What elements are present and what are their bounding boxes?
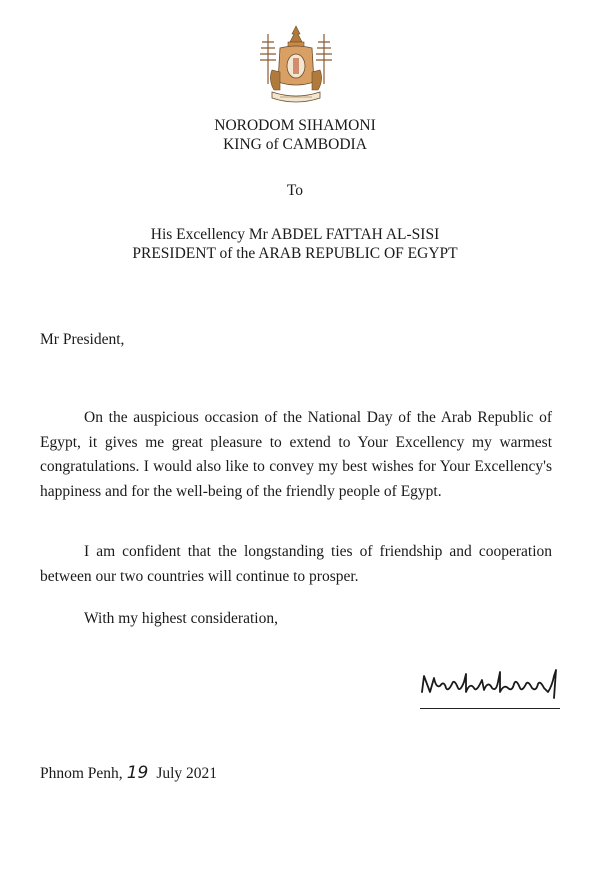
signature-line (420, 708, 560, 709)
body-paragraph-1: On the auspicious occasion of the National Day of the Arab Republic of Egypt, it gives me great pleasure to extend to Your Excellency my warmest congratulations. I would also like to convey my best wishes for Your Excellency's happiness and for the well-being of the friendly people of Egypt. (40, 409, 552, 500)
addressee-line-2: PRESIDENT of the ARAB REPUBLIC OF EGYPT (132, 245, 458, 262)
date-day: 19 (126, 763, 149, 783)
date-month-year: July 2021 (156, 765, 218, 782)
addressee-block (0, 225, 590, 263)
addressee-line-1: His Excellency Mr ABDEL FATTAH AL-SISI (150, 226, 440, 243)
body-paragraph-2: I am confident that the longstanding ties of friendship and cooperation between our two countries will continue to prosper. (40, 543, 552, 585)
sender-name: NORODOM SIHAMONI (214, 117, 376, 134)
signature-icon (416, 662, 566, 708)
salutation: Mr President, (40, 331, 125, 348)
royal-coat-of-arms-icon (258, 24, 334, 106)
sender-title: KING of CAMBODIA (223, 136, 367, 153)
closing-line: With my highest consideration, (84, 610, 278, 627)
date-place: Phnom Penh, (40, 765, 123, 782)
date-line (40, 763, 217, 783)
sender-block (0, 116, 590, 154)
to-label: To (286, 182, 304, 199)
